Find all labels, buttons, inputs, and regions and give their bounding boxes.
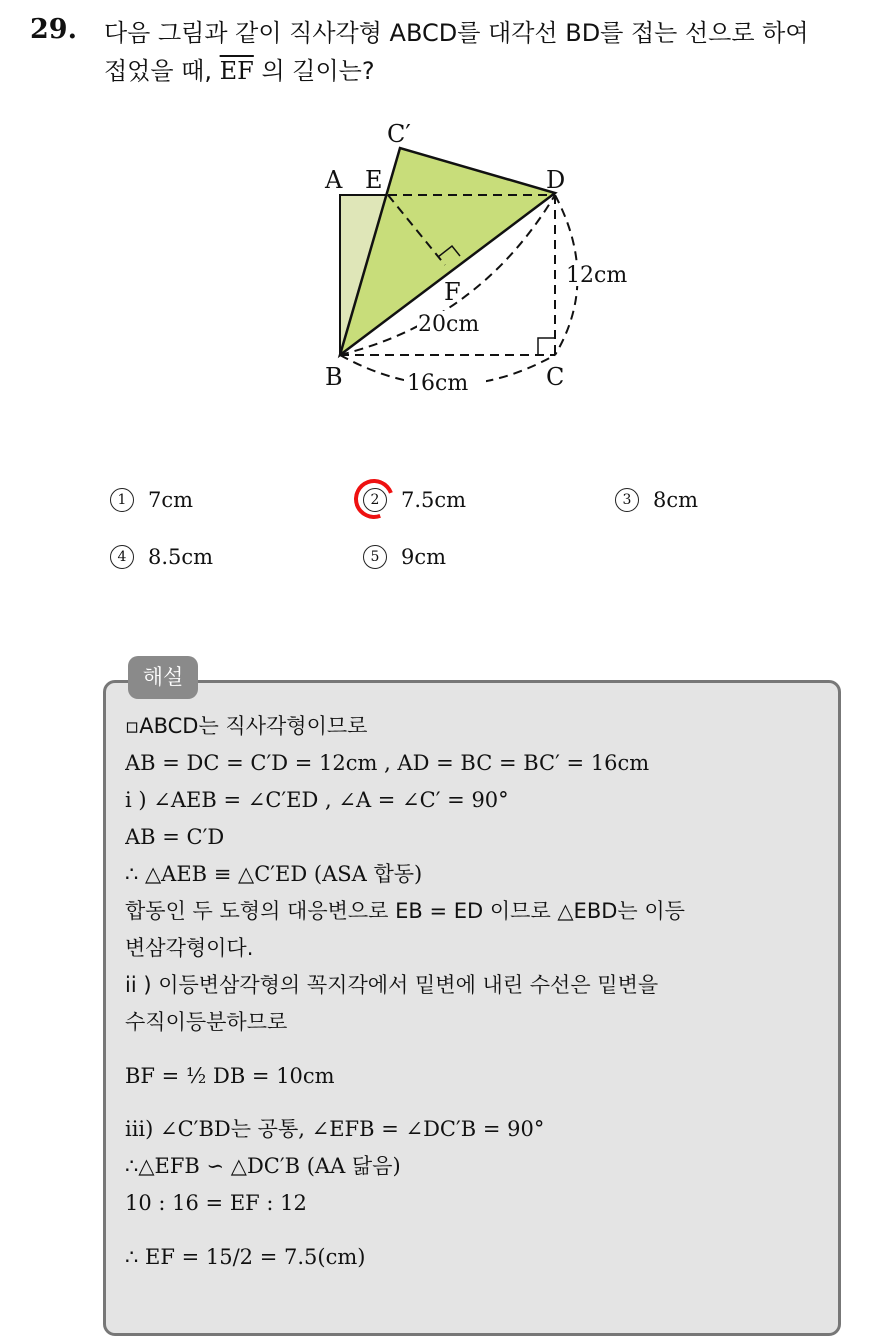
solution-line: 합동인 두 도형의 대응변으로 EB = ED 이므로 △EBD는 이등 — [125, 899, 685, 923]
solution-line: AB = C′D — [125, 825, 225, 849]
choice-3[interactable] — [615, 488, 698, 512]
choice-number: 5 — [363, 545, 387, 569]
folded-rectangle-figure — [300, 110, 660, 410]
choice-number: 3 — [615, 488, 639, 512]
choice-text: 7cm — [148, 488, 194, 512]
solution-line: i ) ∠AEB = ∠C′ED , ∠A = ∠C′ = 90° — [125, 788, 509, 812]
measure-bd: 20cm — [418, 312, 480, 337]
solution-lines — [125, 708, 830, 1292]
solution-line: ▫ABCD는 직사각형이므로 — [125, 714, 368, 738]
solution-line: ∴ EF = 15/2 = 7.5(cm) — [125, 1245, 366, 1269]
choice-text: 8.5cm — [148, 545, 214, 569]
question-line-1: 다음 그림과 같이 직사각형 ABCD를 대각선 BD를 접는 선으로 하여 — [104, 19, 809, 47]
label-e: E — [365, 166, 383, 194]
measure-bc: 16cm — [407, 371, 469, 396]
label-c-prime: C′ — [387, 120, 411, 148]
choice-text: 8cm — [653, 488, 699, 512]
choice-4[interactable] — [110, 545, 213, 569]
solution-line: BF = ½ DB = 10cm — [125, 1064, 335, 1088]
solution-line: ii ) 이등변삼각형의 꼭지각에서 밑변에 내린 수선은 밑변을 — [125, 973, 659, 997]
right-angle-c — [538, 338, 555, 355]
choice-1[interactable] — [110, 488, 193, 512]
solution-line: 10 : 16 = EF : 12 — [125, 1191, 307, 1215]
choice-2[interactable] — [363, 488, 466, 512]
choice-number: 1 — [110, 488, 134, 512]
solution-line: 수직이등분하므로 — [125, 1010, 288, 1034]
measure-dc: 12cm — [566, 263, 628, 288]
question-line-2: 접었을 때, $\overline{EF}$ 의 길이는? — [104, 57, 375, 85]
solution-tag: 해설 — [128, 656, 198, 699]
label-d: D — [546, 166, 566, 194]
segment-ef: $\overline{EF}$ — [219, 57, 254, 85]
label-a: A — [325, 166, 343, 194]
choice-text: 7.5cm — [401, 488, 467, 512]
solution-line: AB = DC = C′D = 12cm , AD = BC = BC′ = 16cm — [125, 751, 650, 775]
solution-line: iii) ∠C′BD는 공통, ∠EFB = ∠DC′B = 90° — [125, 1117, 545, 1141]
question-text — [104, 14, 864, 90]
label-c: C — [546, 363, 565, 391]
question-number: 29. — [30, 14, 77, 45]
label-b: B — [325, 363, 343, 391]
label-f: F — [444, 278, 461, 306]
solution-line: ∴ △AEB ≡ △C′ED (ASA 합동) — [125, 862, 423, 886]
choice-number-selected: 2 — [363, 488, 387, 512]
choice-number: 4 — [110, 545, 134, 569]
solution-line: 변삼각형이다. — [125, 936, 254, 960]
solution-line: ∴△EFB ∽ △DC′B (AA 닮음) — [125, 1154, 401, 1178]
choice-text: 9cm — [401, 545, 447, 569]
choice-5[interactable] — [363, 545, 446, 569]
